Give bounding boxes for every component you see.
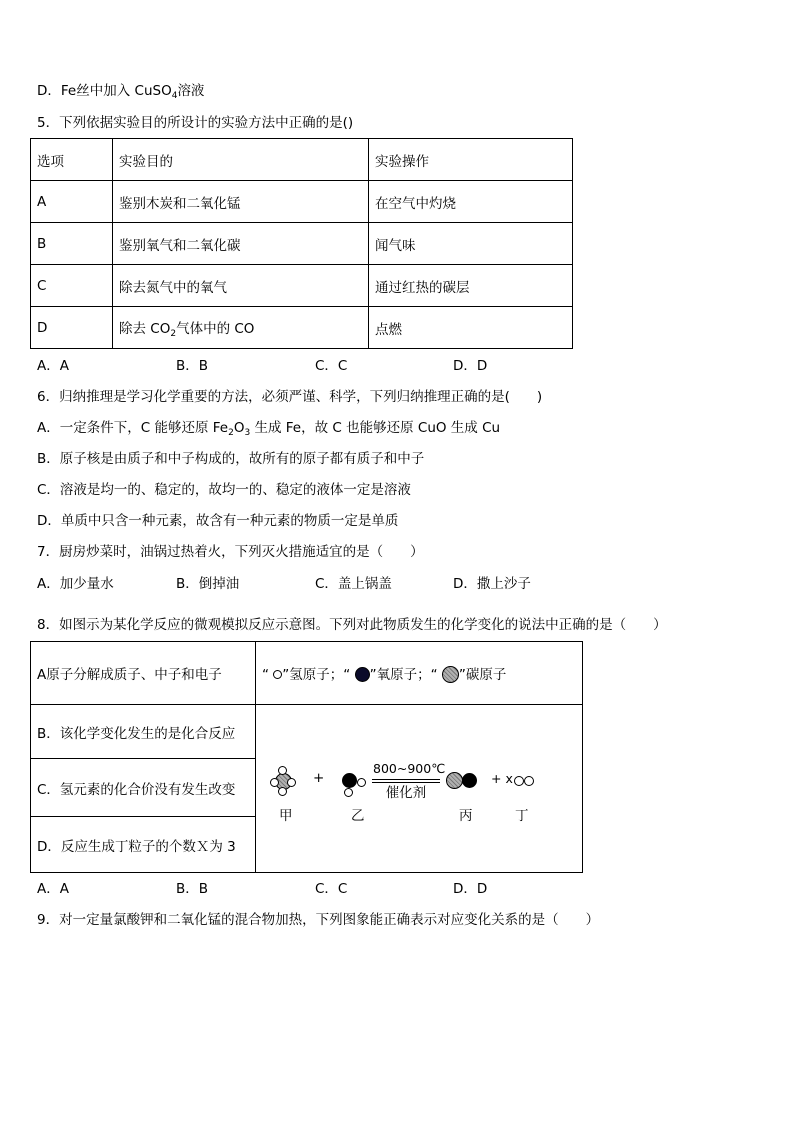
q7-option-a: A．加少量水 bbox=[37, 576, 114, 592]
q6-option-b: B．原子核是由质子和中子构成的，故所有的原子都有质子和中子 bbox=[37, 451, 425, 467]
table-cell: C bbox=[31, 265, 113, 307]
table-row bbox=[31, 642, 583, 705]
legend-oxygen-label: ”氧原子；“ bbox=[369, 666, 438, 683]
legend-hydrogen-label: ”氢原子；“ bbox=[282, 666, 351, 683]
q6-option-c: C．溶液是均一的、稳定的，故均一的、稳定的液体一定是溶液 bbox=[37, 482, 411, 498]
table-row bbox=[31, 705, 583, 759]
h2-hydrogen-icon bbox=[514, 776, 524, 786]
q8-stem: 8．如图示为某化学反应的微观模拟反应示意图。下列对此物质发生的化学变化的说法中正确的是（ ） bbox=[37, 617, 667, 633]
table-row bbox=[31, 265, 573, 307]
legend-quote: “ bbox=[262, 666, 269, 683]
q4-d-text-post: 溶液 bbox=[177, 83, 205, 99]
reaction-arrow-line bbox=[372, 779, 440, 783]
name-ding: 丁 bbox=[515, 808, 529, 824]
table-row bbox=[31, 307, 573, 349]
cell-text-post: 气体中的 CO bbox=[176, 320, 255, 337]
table-cell: B bbox=[31, 223, 113, 265]
water-oxygen-icon bbox=[342, 773, 357, 788]
methane-hydrogen-icon bbox=[270, 778, 279, 787]
table-cell: 通过红热的碳层 bbox=[369, 265, 573, 307]
table-header-cell: 实验目的 bbox=[113, 139, 369, 181]
reaction-condition-top: 800~900℃ bbox=[373, 761, 446, 776]
q8-option-c: C．C bbox=[315, 881, 348, 897]
reaction-canvas bbox=[256, 705, 582, 873]
table-cell: 点燃 bbox=[369, 307, 573, 349]
q8-choice-a: A原子分解成质子、中子和电子 bbox=[31, 642, 256, 705]
cell-text: 除去 CO bbox=[119, 320, 171, 337]
q7-option-b: B．倒掉油 bbox=[176, 576, 240, 592]
reaction-diagram bbox=[256, 705, 583, 873]
water-hydrogen-icon bbox=[344, 788, 353, 797]
q7-option-c: C．盖上锅盖 bbox=[315, 576, 392, 592]
table-header-cell: 实验操作 bbox=[369, 139, 573, 181]
table-row bbox=[31, 223, 573, 265]
q8-option-b: B．B bbox=[176, 881, 209, 897]
water-hydrogen-icon bbox=[357, 778, 366, 787]
q8-table bbox=[30, 641, 583, 873]
q4-d-text: D．Fe丝中加入 CuSO bbox=[37, 83, 172, 99]
reaction-condition-bottom: 催化剂 bbox=[385, 785, 427, 801]
table-header-cell: 选项 bbox=[31, 139, 113, 181]
q7-stem: 7．厨房炒菜时，油锅过热着火，下列灭火措施适宜的是（ ） bbox=[37, 544, 424, 560]
table-cell: 除去氮气中的氧气 bbox=[113, 265, 369, 307]
q6-a-text-mid: O bbox=[233, 420, 245, 436]
q6-option-d: D．单质中只含一种元素，故含有一种元素的物质一定是单质 bbox=[37, 513, 399, 529]
plus-sign: + bbox=[313, 770, 325, 786]
q6-a-text-post: 生成 Fe，故 C 也能够还原 CuO 生成 Cu bbox=[250, 420, 501, 436]
table-row bbox=[31, 181, 573, 223]
q4-option-d bbox=[37, 82, 204, 105]
q5-option-b: B．B bbox=[176, 358, 209, 374]
q6-a-sub: 3 bbox=[244, 428, 251, 438]
carbon-atom-icon bbox=[442, 666, 459, 683]
q8-option-d: D．D bbox=[453, 881, 488, 897]
name-bing: 丙 bbox=[459, 808, 473, 824]
q5-table bbox=[30, 138, 573, 349]
co-oxygen-icon bbox=[462, 773, 477, 788]
q5-option-d: D．D bbox=[453, 358, 488, 374]
table-cell: 闻气味 bbox=[369, 223, 573, 265]
table-cell: D bbox=[31, 307, 113, 349]
methane-hydrogen-icon bbox=[287, 778, 296, 787]
q7-option-d: D．撒上沙子 bbox=[453, 576, 531, 592]
q8-option-a: A．A bbox=[37, 881, 69, 897]
table-cell: 鉴别木炭和二氧化锰 bbox=[113, 181, 369, 223]
co-carbon-icon bbox=[446, 772, 463, 789]
table-cell: 鉴别氧气和二氧化碳 bbox=[113, 223, 369, 265]
table-cell: 在空气中灼烧 bbox=[369, 181, 573, 223]
q5-option-c: C．C bbox=[315, 358, 348, 374]
name-jia: 甲 bbox=[279, 808, 293, 824]
q8-choice-c: C．氢元素的化合价没有发生改变 bbox=[31, 759, 256, 817]
q8-legend bbox=[256, 642, 583, 705]
table-header-row bbox=[31, 139, 573, 181]
oxygen-atom-icon bbox=[355, 667, 370, 682]
q5-option-a: A．A bbox=[37, 358, 69, 374]
q8-choice-d: D．反应生成丁粒子的个数Ｘ为 3 bbox=[31, 817, 256, 873]
q5-stem: 5．下列依据实验目的所设计的实验方法中正确的是() bbox=[37, 115, 354, 131]
q6-a-text: A．一定条件下，C 能够还原 Fe bbox=[37, 420, 229, 436]
h2-hydrogen-icon bbox=[524, 776, 534, 786]
table-cell bbox=[113, 307, 369, 349]
q9-stem: 9．对一定量氯酸钾和二氧化锰的混合物加热，下列图象能正确表示对应变化关系的是（ ） bbox=[37, 912, 600, 928]
hydrogen-atom-icon bbox=[273, 670, 282, 679]
q6-option-a bbox=[37, 419, 500, 442]
legend-carbon-label: ”碳原子 bbox=[458, 666, 507, 683]
x-coefficient: + x bbox=[491, 771, 513, 786]
q6-a-sub: 2 bbox=[228, 428, 234, 438]
q4-d-sub: 4 bbox=[171, 91, 178, 101]
methane-hydrogen-icon bbox=[278, 766, 287, 775]
q6-stem: 6．归纳推理是学习化学重要的方法，必须严谨、科学，下列归纳推理正确的是( ) bbox=[37, 389, 543, 405]
cell-sub: 2 bbox=[170, 328, 177, 339]
name-yi: 乙 bbox=[351, 808, 365, 824]
q8-choice-b: B．该化学变化发生的是化合反应 bbox=[31, 705, 256, 759]
table-cell: A bbox=[31, 181, 113, 223]
methane-hydrogen-icon bbox=[278, 787, 287, 796]
